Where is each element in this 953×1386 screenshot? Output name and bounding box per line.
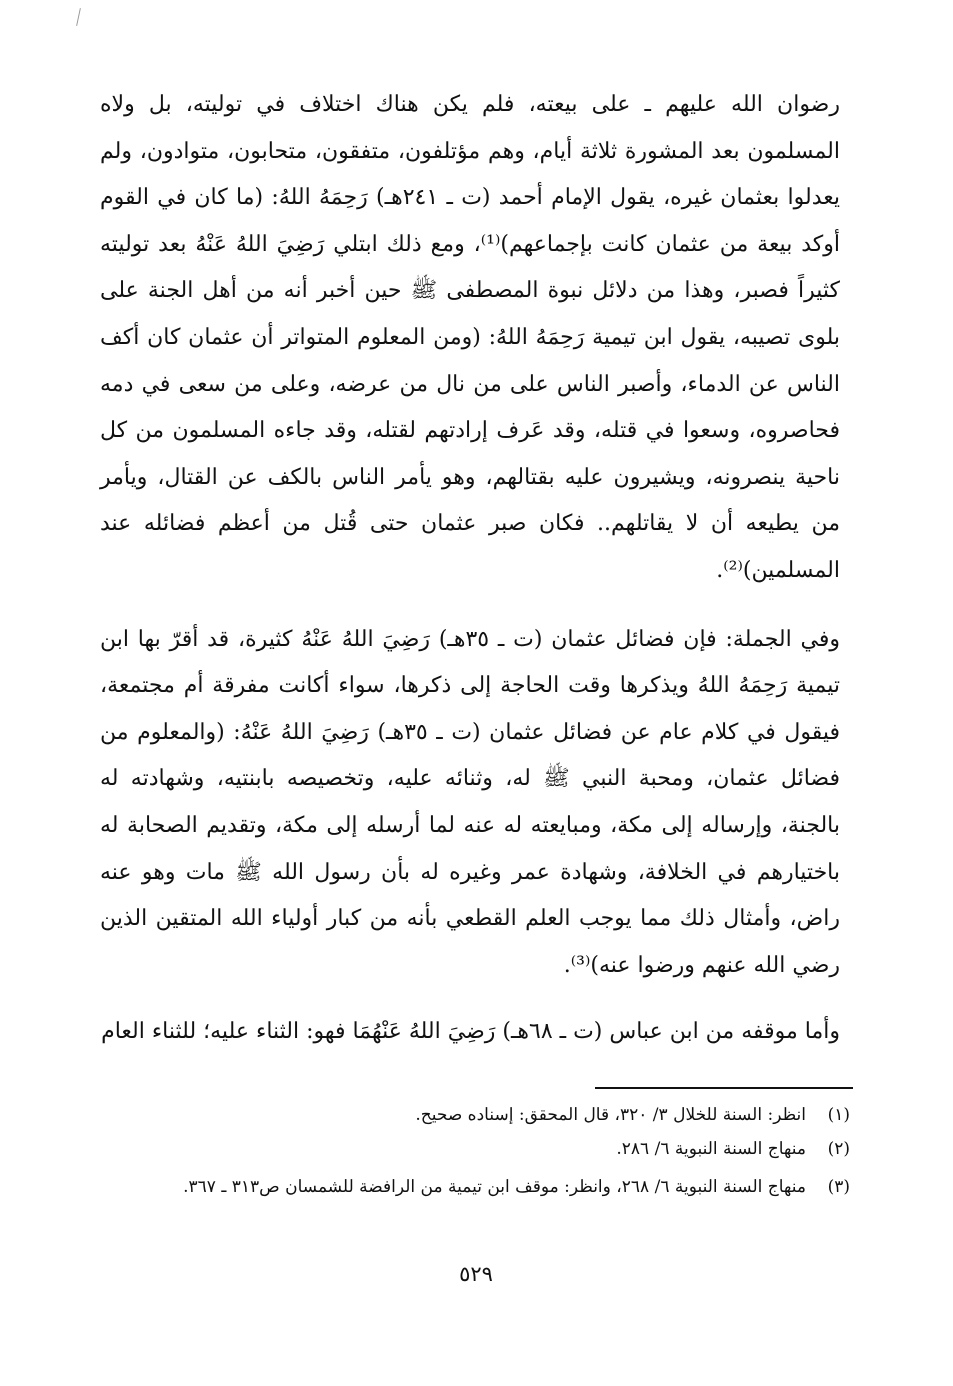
footnote-2 — [100, 1132, 850, 1166]
footnote-text: منهاج السنة النبوية ٦/ ٢٦٨، وانظر: موقف ابن تيمية من الرافضة للشمسان ص٣١٣ ـ ٣٦٧. — [183, 1177, 806, 1197]
footnote-number: (٢) — [827, 1139, 850, 1159]
footnote-number: (١) — [827, 1105, 850, 1125]
footnotes — [100, 1098, 850, 1204]
footnote-text: منهاج السنة النبوية ٦/ ٢٨٦. — [616, 1139, 806, 1159]
footnote-divider — [595, 1087, 853, 1089]
footnote-text: انظر: السنة للخلال ٣/ ٣٢٠، قال المحقق: إسناده صحيح. — [415, 1105, 806, 1125]
footnote-3 — [100, 1170, 850, 1204]
paragraph-1: رضوان الله عليهم ـ على بيعته، فلم يكن هناك اختلاف في توليته، بل ولاه المسلمون بعد المشورة ثلاثة أيام، وهم مؤتلفون، متفقون، متحابون، متوادون، ولم يعدلوا بعثمان غيره، يقول الإمام أحمد (ت ـ ٢٤١هـ) رَحِمَهُ اللهُ: (ما كان في القوم أوكد بيعة من عثمان كانت بإجماعهم)⁽¹⁾، ومع ذلك ابتلي رَضِيَ اللهُ عَنْهُ بعد توليته كثيراً فصبر، وهذا من دلائل نبوة المصطفى ﷺ حين أخبر أنه من أهل الجنة على بلوى تصيبه، يقول ابن تيمية رَحِمَهُ اللهُ: (ومن المعلوم المتواتر أن عثمان كان أكف الناس عن الدماء، وأصبر الناس على من نال من عرضه، وعلى من سعى في دمه فحاصروه، وسعوا في قتله، وقد عَرف إرادتهم لقتله، وقد جاءه المسلمون من كل ناحية ينصرونه، ويشيرون عليه بقتالهم، وهو يأمر الناس بالكف عن القتال، ويأمر من يطيعه أن لا يقاتلهم.. فكان صبر عثمان حتى قُتل من أعظم فضائله عند المسلمين)⁽²⁾. — [100, 92, 841, 583]
footnote-1 — [100, 1098, 850, 1132]
paragraph-3: وأما موقفه من ابن عباس (ت ـ ٦٨هـ) رَضِيَ اللهُ عَنْهُمَا فهو: الثناء عليه؛ للثناء العام — [101, 1019, 840, 1045]
main-text — [100, 82, 840, 1056]
scan-mark — [76, 8, 81, 26]
paragraph-2: وفي الجملة: فإن فضائل عثمان (ت ـ ٣٥هـ) رَضِيَ اللهُ عَنْهُ كثيرة، قد أقرّ بها ابن تيمية رَحِمَهُ اللهُ ويذكرها وقت الحاجة إلى ذكرها، سواء أكانت مفرقة أم مجتمعة، فيقول في كلام عام عن فضائل عثمان (ت ـ ٣٥هـ) رَضِيَ اللهُ عَنْهُ: (والمعلوم من فضائل عثمان، ومحبة النبي ﷺ له، وثنائه عليه، وتخصيصه بابنتيه، وشهادته له بالجنة، وإرساله إلى مكة، ومبايعته له عنه لما أرسله إلى مكة، وتقديم الصحابة له باختيارهم في الخلافة، وشهادة عمر وغيره له بأن رسول الله ﷺ مات وهو عنه راض، وأمثال ذلك مما يوجب العلم القطعي بأنه من كبار أولياء الله المتقين الذين رضي الله عنهم ورضوا عنه)⁽³⁾. — [100, 626, 841, 978]
page-number: ٥٢٩ — [459, 1262, 493, 1286]
footnote-number: (٣) — [827, 1177, 850, 1197]
